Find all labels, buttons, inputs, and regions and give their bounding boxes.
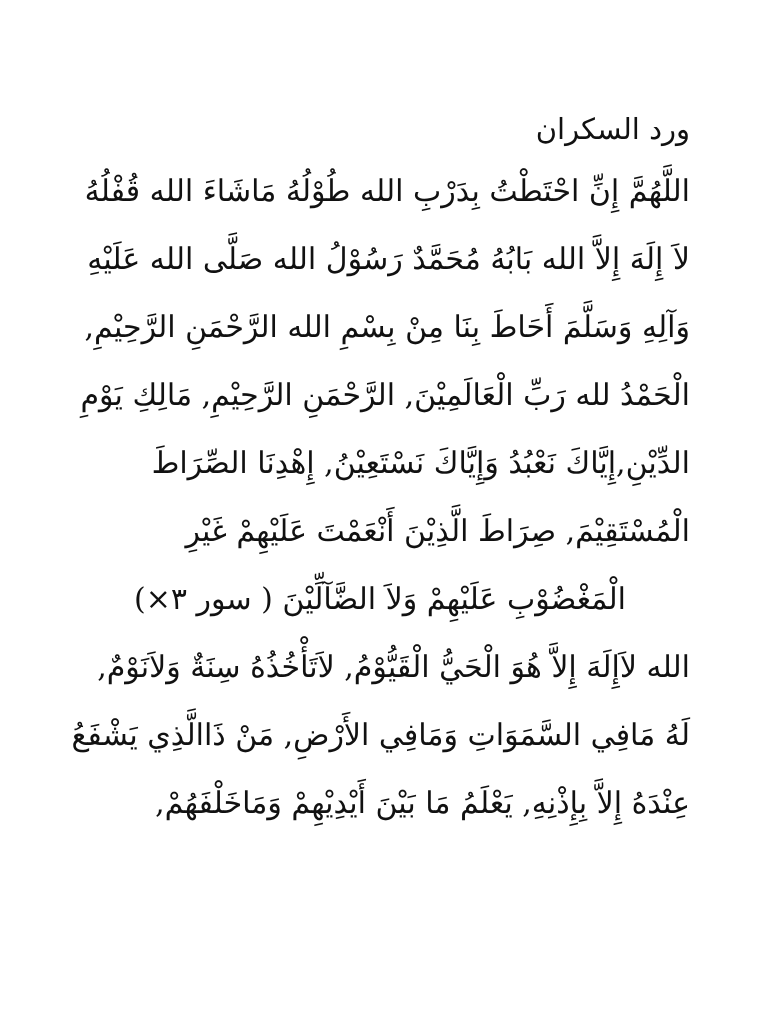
text-line-2: لاَ إِلَهَ إِلاَّ الله بَابُهُ مُحَمَّدٌ رَسُوْلُ الله صَلَّى الله عَلَيْهِ — [87, 242, 690, 277]
document-title: ورد السكران — [535, 112, 690, 146]
text-line-4: الْحَمْدُ لله رَبِّ الْعَالَمِيْنَ, الرَّحْمَنِ الرَّحِيْمِ, مَالِكِ يَوْمِ — [80, 378, 690, 413]
text-line-10: عِنْدَهُ إِلاَّ بِإِذْنِهِ, يَعْلَمُ مَا بَيْنَ أَيْدِيْهِمْ وَمَاخَلْفَهُمْ, — [155, 786, 690, 821]
arabic-text-block — [70, 100, 690, 838]
text-line-1: اللَّهُمَّ إِنِّ احْتَطْتُ بِدَرْبِ الله طُوْلُهُ مَاشَاءَ الله قُفْلُهُ — [84, 174, 690, 209]
text-line-3: وَآلِهِ وَسَلَّمَ أَحَاطَ بِنَا مِنْ بِسْمِ الله الرَّحْمَنِ الرَّحِيْمِ, — [84, 310, 690, 345]
text-line-9: لَهُ مَافِي السَّمَوَاتِ وَمَافِي الأَرْضِ, مَنْ ذَاالَّذِي يَشْفَعُ — [71, 718, 690, 753]
text-line-5: الدِّيْنِ,إِيَّاكَ نَعْبُدُ وَإِيَّاكَ نَسْتَعِيْنُ, إِهْدِنَا الصِّرَاطَ — [151, 446, 690, 481]
text-line-8: الله لاَإِلَهَ إِلاَّ هُوَ الْحَيُّ الْقَيُّوْمُ, لاَتَأْخُذُهُ سِنَةٌ وَلاَنَوْمٌ, — [97, 650, 690, 685]
text-line-6: الْمُسْتَقِيْمَ, صِرَاطَ الَّذِيْنَ أَنْعَمْتَ عَلَيْهِمْ غَيْرِ — [185, 514, 690, 549]
text-line-7: الْمَغْضُوْبِ عَلَيْهِمْ وَلاَ الضَّآلِّيْنَ ( سور ٣×) — [134, 582, 626, 617]
